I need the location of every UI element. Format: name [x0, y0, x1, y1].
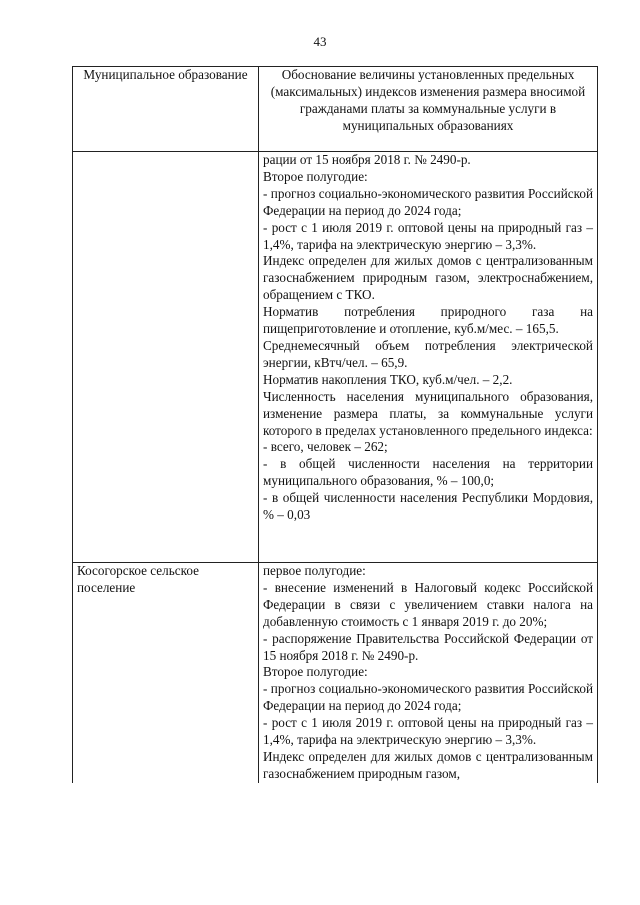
text-line: Второе полугодие: [263, 168, 368, 184]
text-line: - распоряжение Правительства Российской Федерации от 15 ноября 2018 г. № 2490-р. [263, 630, 593, 663]
municipality-cell: Косогорское сельское поселение [73, 563, 259, 783]
text-line: - внесение изменений в Налоговый кодекс Российской Федерации в связи с увеличением ставки налога на добавленную стоимость с 1 января 2019 г. до 20%; [263, 579, 593, 629]
table-row [73, 152, 598, 563]
text-line: Норматив накопления ТКО, куб.м/чел. – 2,2. [263, 371, 513, 387]
text-line: Норматив потребления природного газа на пищеприготовление и отопление, куб.м/мес. – 165,5. [263, 304, 593, 337]
header-justification: Обоснование величины установленных предельных (максимальных) индексов изменения размера вносимой гражданами платы за коммунальные услуги в муниципальных образованиях [259, 67, 598, 152]
text-line: Численность населения муниципального образования, изменение размера платы, за коммунальные услуги которого в пределах установленного предельного индекса: [263, 388, 593, 438]
table-header-row [73, 67, 598, 152]
justification-cell [259, 152, 598, 563]
text-line: - в общей численности населения на территории муниципального образования, % – 100,0; [263, 456, 593, 489]
text-line: Индекс определен для жилых домов с централизованным газоснабжением природным газом, электроснабжением, обращением с ТКО. [263, 253, 593, 303]
text-line: Среднемесячный объем потребления электрической энергии, кВтч/чел. – 65,9. [263, 337, 593, 370]
text-line: - в общей численности населения Республики Мордовия, % – 0,03 [263, 490, 593, 523]
text-line: - всего, человек – 262; [263, 439, 388, 455]
text-line: Второе полугодие: [263, 664, 368, 680]
header-municipality: Муниципальное образование [73, 67, 259, 152]
text-line: - прогноз социально-экономического развития Российской Федерации на период до 2024 года; [263, 681, 593, 714]
municipality-cell [73, 152, 259, 563]
text-line: первое полугодие: [263, 563, 366, 578]
text-line: Индекс определен для жилых домов с централизованным газоснабжением природным газом, [263, 748, 593, 781]
page-number: 43 [313, 34, 327, 49]
text-line: рации от 15 ноября 2018 г. № 2490-р. [263, 152, 471, 167]
text-line: - рост с 1 июля 2019 г. оптовой цены на природный газ – 1,4%, тарифа на электрическую энергию – 3,3%. [263, 219, 593, 252]
justification-table [72, 66, 598, 783]
text-line: - прогноз социально-экономического развития Российской Федерации на период до 2024 года; [263, 185, 593, 218]
justification-cell [259, 563, 598, 783]
table-row [73, 563, 598, 783]
text-line: - рост с 1 июля 2019 г. оптовой цены на природный газ – 1,4%, тарифа на электрическую энергию – 3,3%. [263, 715, 593, 748]
